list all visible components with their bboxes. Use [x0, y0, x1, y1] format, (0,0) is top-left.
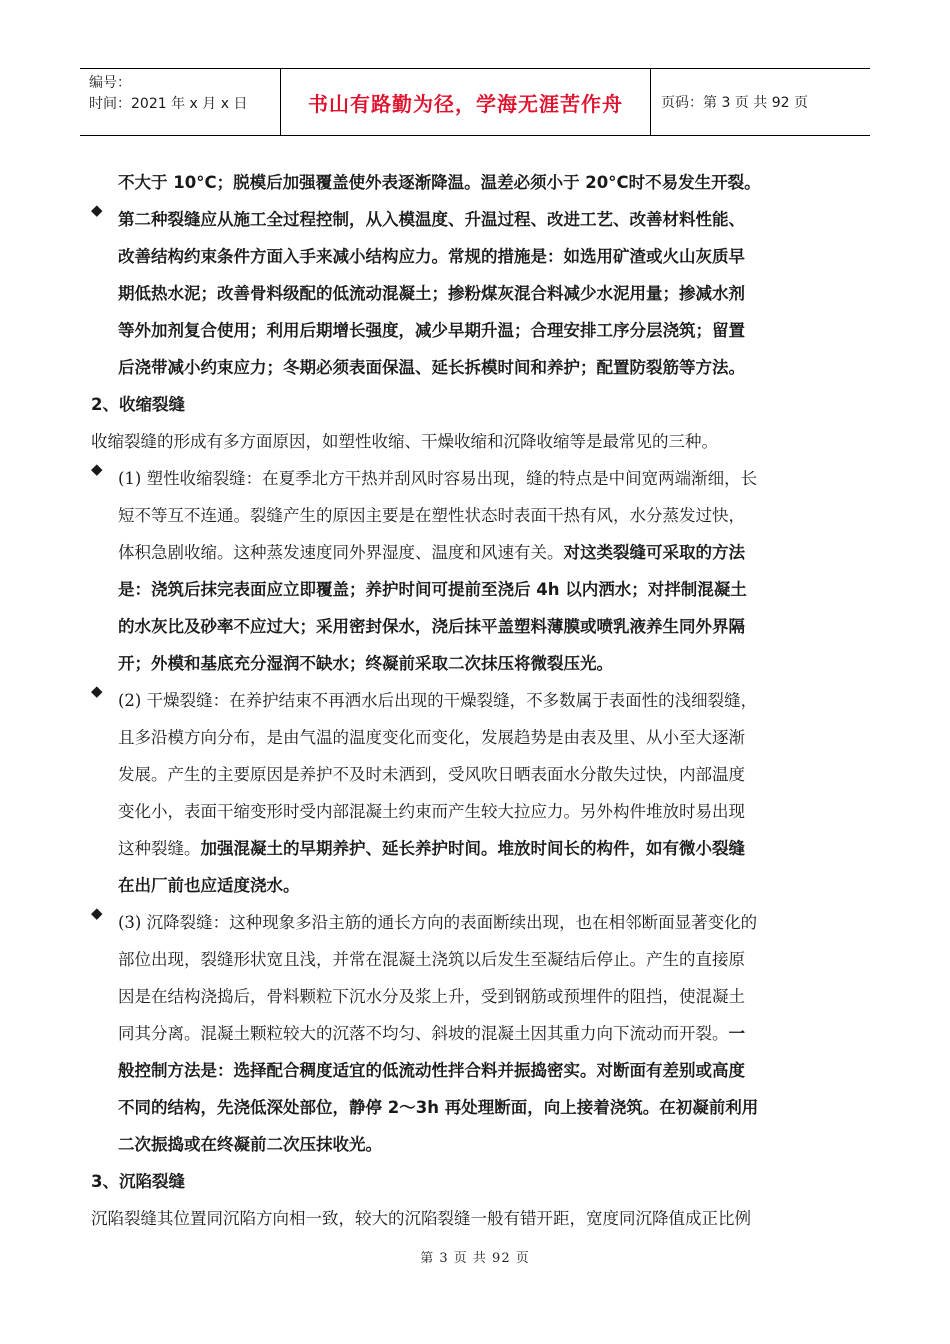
text-line [91, 1015, 861, 1052]
text-line: (2) 干燥裂缝：在养护结束不再洒水后出现的干燥裂缝，不多数属于表面性的浅细裂缝， [118, 691, 758, 710]
text-line: 短不等互不连通。裂缝产生的原因主要是在塑性状态时表面干热有风，水分蒸发过快， [118, 506, 745, 525]
text-line [91, 830, 861, 867]
diamond-bullet-icon: ◆ [91, 682, 103, 700]
text-line: 期低热水泥；改善骨料级配的低流动混凝土；掺粉煤灰混合料减少水泥用量；掺减水剂 [118, 284, 745, 303]
text-line: 不大于 10°C；脱模后加强覆盖使外表逐渐降温。温差必须小于 20°C时不易发生开裂。 [118, 173, 761, 192]
text-line: (1) 塑性收缩裂缝：在夏季北方干热并刮风时容易出现，缝的特点是中间宽两端渐细，长 [118, 469, 758, 488]
text-line [91, 534, 861, 571]
bullet-paragraph-settlement [91, 904, 861, 1163]
text-line: 二次振捣或在终凝前二次压抹收光。 [118, 1135, 382, 1154]
text-line: 且多沿模方向分布，是由气温的温度变化而变化，发展趋势是由表及里、从小至大逐渐 [118, 728, 745, 747]
text-line: 变化小，表面干缩变形时受内部混凝土约束而产生较大拉应力。另外构件堆放时易出现 [118, 802, 745, 821]
text-line: 的水灰比及砂率不应过大；采用密封保水，浇后抹平盖塑料薄膜或喷乳液养生同外界隔 [118, 617, 745, 636]
text-line: 发展。产生的主要原因是养护不及时未洒到，受风吹日晒表面水分散失过快，内部温度 [118, 765, 745, 784]
text-line: 开；外模和基底充分湿润不缺水；终凝前采取二次抹压将微裂压光。 [118, 654, 613, 673]
header-motto: 书山有路勤为径，学海无涯苦作舟 [281, 69, 651, 135]
text-line: 收缩裂缝的形成有多方面原因，如塑性收缩、干燥收缩和沉降收缩等是最常见的三种。 [91, 432, 718, 451]
page-footer: 第 3 页 共 92 页 [420, 1251, 530, 1266]
text-span: 这种裂缝。 [118, 839, 201, 858]
text-span-bold: 一 [728, 1024, 745, 1043]
header-number: 编号： [89, 75, 131, 91]
text-line: 在出厂前也应适度浇水。 [118, 876, 300, 895]
section-heading-sinking: 3、沉陷裂缝 [91, 1172, 185, 1191]
bullet-paragraph-measures [91, 201, 861, 386]
text-line: 改善结构约束条件方面入手来减小结构应力。常规的措施是：如选用矿渣或火山灰质早 [118, 247, 745, 266]
bullet-paragraph-drying [91, 682, 861, 904]
text-line: 是：浇筑后抹完表面应立即覆盖；养护时间可提前至浇后 4h 以内洒水；对拌制混凝土 [118, 580, 747, 599]
text-span-bold: 加强混凝土的早期养护、延长养护时间。堆放时间长的构件，如有微小裂缝 [200, 839, 745, 858]
bullet-paragraph-plastic [91, 460, 861, 682]
header-date: 时间：2021 年 x 月 x 日 [89, 96, 248, 112]
text-span-bold: 对这类裂缝可采取的方法 [563, 543, 745, 562]
text-span: 同其分离。混凝土颗粒较大的沉落不均匀、斜坡的混凝土因其重力向下流动而开裂。 [118, 1024, 729, 1043]
text-span: 体积急剧收缩。这种蒸发速度同外界湿度、温度和风速有关。 [118, 543, 564, 562]
text-line: (3) 沉降裂缝：这种现象多沿主筋的通长方向的表面断续出现，也在相邻断面显著变化的 [118, 913, 758, 932]
diamond-bullet-icon: ◆ [91, 460, 103, 478]
text-line: 等外加剂复合使用；利用后期增长强度，减少早期升温；合理安排工序分层浇筑；留置 [118, 321, 745, 340]
text-line: 沉陷裂缝其位置同沉陷方向相一致，较大的沉陷裂缝一般有错开距，宽度同沉降值成正比例 [91, 1209, 751, 1228]
document-body [91, 164, 861, 1237]
text-line: 因是在结构浇捣后，骨料颗粒下沉水分及浆上升，受到钢筋或预埋件的阻挡，使混凝土 [118, 987, 745, 1006]
section-heading-shrinkage: 2、收缩裂缝 [91, 395, 185, 414]
text-line: 不同的结构，先浇低深处部位，静停 2～3h 再处理断面，向上接着浇筑。在初凝前利用 [118, 1098, 759, 1117]
text-line: 第二种裂缝应从施工全过程控制，从入模温度、升温过程、改进工艺、改善材料性能、 [118, 210, 745, 229]
diamond-bullet-icon: ◆ [91, 201, 103, 219]
page-header [80, 68, 870, 136]
header-meta [80, 69, 281, 135]
text-line: 后浇带减小约束应力；冬期必须表面保温、延长拆模时间和养护；配置防裂筋等方法。 [118, 358, 745, 377]
text-line: 般控制方法是：选择配合稠度适宜的低流动性拌合料并振捣密实。对断面有差别或高度 [118, 1061, 745, 1080]
diamond-bullet-icon: ◆ [91, 904, 103, 922]
header-page-info: 页码：第 3 页 共 92 页 [661, 95, 808, 111]
text-line: 部位出现，裂缝形状宽且浅，并常在混凝土浇筑以后发生至凝结后停止。产生的直接原 [118, 950, 745, 969]
